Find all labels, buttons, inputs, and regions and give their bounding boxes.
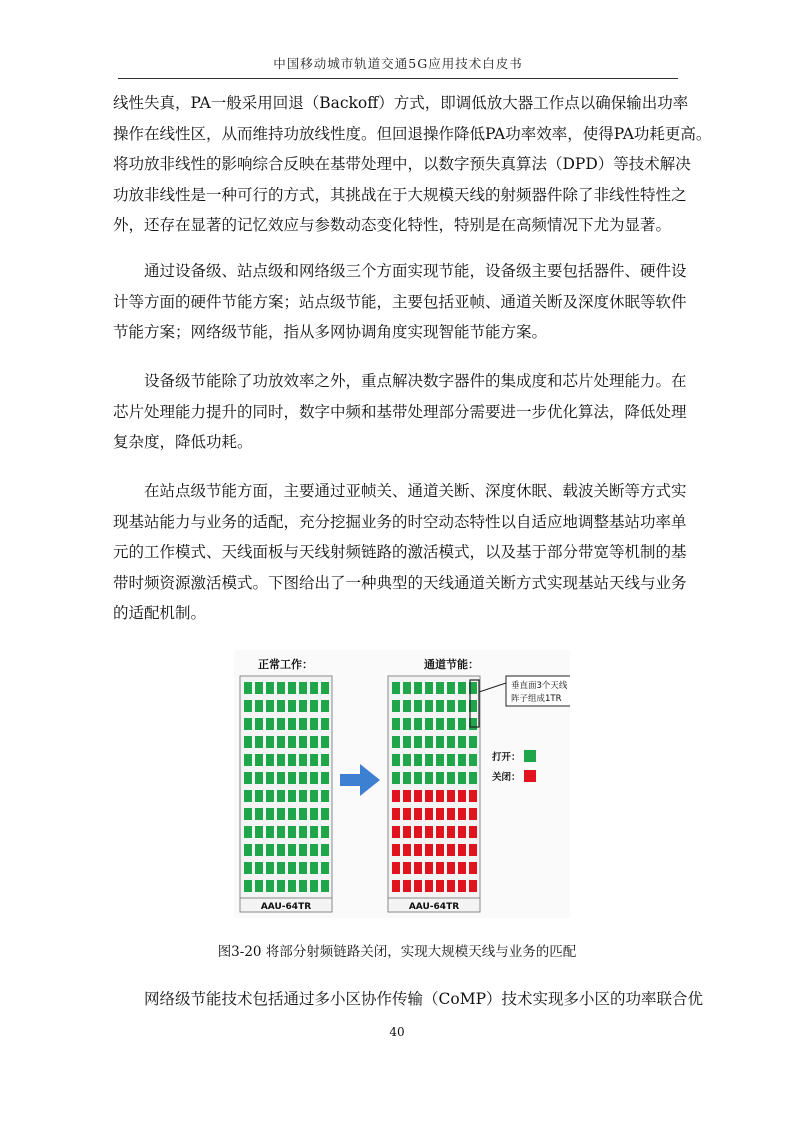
antenna-element-on <box>403 772 411 784</box>
paragraph-5 <box>113 984 713 1015</box>
antenna-element-on <box>321 700 329 712</box>
antenna-element-on <box>244 790 252 802</box>
antenna-element-off <box>403 808 411 820</box>
antenna-element-off <box>447 808 455 820</box>
antenna-element-on <box>392 754 400 766</box>
antenna-element-off <box>425 790 433 802</box>
antenna-element-on <box>255 826 263 838</box>
antenna-element-off <box>403 862 411 874</box>
antenna-element-on <box>425 772 433 784</box>
antenna-element-on <box>469 736 477 748</box>
antenna-element-on <box>436 718 444 730</box>
antenna-element-on <box>469 772 477 784</box>
antenna-element-on <box>266 790 274 802</box>
antenna-element-on <box>414 700 422 712</box>
text-line: 节能方案；网络级节能，指从多网协调角度实现智能节能方案。 <box>113 323 548 341</box>
antenna-element-on <box>255 718 263 730</box>
antenna-element-on <box>266 736 274 748</box>
antenna-element-off <box>425 880 433 892</box>
antenna-element-on <box>288 844 296 856</box>
antenna-element-on <box>458 718 466 730</box>
paragraph-2 <box>113 256 713 348</box>
antenna-element-on <box>255 772 263 784</box>
antenna-element-on <box>244 808 252 820</box>
antenna-element-on <box>244 772 252 784</box>
antenna-element-on <box>288 700 296 712</box>
antenna-element-off <box>436 808 444 820</box>
antenna-element-on <box>288 808 296 820</box>
antenna-element-on <box>310 808 318 820</box>
antenna-element-on <box>310 682 318 694</box>
paragraph-1 <box>113 88 713 241</box>
right-panel-label: AAU-64TR <box>408 902 460 912</box>
antenna-element-on <box>255 790 263 802</box>
antenna-element-on <box>321 808 329 820</box>
antenna-element-on <box>425 682 433 694</box>
antenna-element-on <box>321 790 329 802</box>
antenna-element-off <box>392 808 400 820</box>
antenna-element-off <box>436 880 444 892</box>
antenna-element-on <box>244 844 252 856</box>
antenna-element-on <box>414 682 422 694</box>
antenna-element-on <box>244 880 252 892</box>
antenna-element-on <box>266 700 274 712</box>
antenna-element-on <box>255 736 263 748</box>
antenna-element-off <box>458 844 466 856</box>
text-line: 设备级节能除了功放效率之外，重点解决数字器件的集成度和芯片处理能力。在 <box>113 372 687 390</box>
antenna-element-off <box>425 808 433 820</box>
antenna-element-on <box>392 718 400 730</box>
antenna-element-on <box>244 700 252 712</box>
antenna-element-on <box>277 790 285 802</box>
legend-on-label: 打开： <box>492 752 521 763</box>
antenna-element-on <box>277 736 285 748</box>
antenna-element-off <box>403 880 411 892</box>
antenna-element-on <box>244 862 252 874</box>
antenna-element-on <box>244 718 252 730</box>
text-line: 线性失真，PA一般采用回退（Backoff）方式，即调低放大器工作点以确保输出功率 <box>113 94 689 112</box>
antenna-element-on <box>266 862 274 874</box>
page-number: 40 <box>389 1025 405 1039</box>
callout-text-line1: 垂直面3个天线 <box>511 681 568 691</box>
antenna-element-off <box>414 826 422 838</box>
antenna-element-on <box>458 772 466 784</box>
antenna-element-on <box>277 880 285 892</box>
antenna-element-on <box>310 772 318 784</box>
text-line: 的适配机制。 <box>113 604 207 622</box>
antenna-element-on <box>436 682 444 694</box>
text-line: 芯片处理能力提升的同时，数字中频和基带处理部分需要进一步优化算法，降低处理 <box>113 402 687 421</box>
antenna-element-off <box>414 790 422 802</box>
antenna-element-off <box>458 880 466 892</box>
antenna-element-on <box>403 736 411 748</box>
antenna-element-off <box>469 862 477 874</box>
antenna-element-on <box>447 754 455 766</box>
antenna-element-off <box>425 826 433 838</box>
antenna-element-off <box>392 844 400 856</box>
antenna-element-off <box>392 880 400 892</box>
antenna-element-on <box>425 718 433 730</box>
antenna-element-on <box>310 700 318 712</box>
antenna-element-off <box>469 790 477 802</box>
antenna-element-on <box>299 808 307 820</box>
antenna-element-off <box>414 862 422 874</box>
antenna-element-on <box>288 880 296 892</box>
antenna-element-on <box>458 754 466 766</box>
antenna-element-on <box>321 754 329 766</box>
antenna-element-off <box>447 826 455 838</box>
antenna-element-on <box>299 826 307 838</box>
antenna-element-off <box>414 880 422 892</box>
antenna-element-on <box>255 844 263 856</box>
antenna-element-on <box>447 718 455 730</box>
antenna-element-off <box>425 862 433 874</box>
antenna-element-off <box>458 826 466 838</box>
antenna-element-on <box>277 826 285 838</box>
antenna-element-on <box>277 862 285 874</box>
antenna-element-off <box>458 808 466 820</box>
text-line: 功放非线性是一种可行的方式，其挑战在于大规模天线的射频器件除了非线性特性之 <box>113 185 687 204</box>
antenna-element-on <box>277 718 285 730</box>
antenna-element-on <box>414 754 422 766</box>
antenna-element-on <box>403 682 411 694</box>
header-divider <box>118 78 678 79</box>
text-line: 带时频资源激活模式。下图给出了一种典型的天线通道关断方式实现基站天线与业务 <box>113 573 687 592</box>
antenna-element-off <box>436 826 444 838</box>
antenna-element-on <box>299 790 307 802</box>
antenna-element-on <box>321 682 329 694</box>
antenna-element-on <box>321 826 329 838</box>
antenna-element-on <box>244 682 252 694</box>
antenna-element-on <box>288 826 296 838</box>
antenna-element-off <box>403 844 411 856</box>
antenna-element-on <box>321 736 329 748</box>
text-line: 通过设备级、站点级和网络级三个方面实现节能，设备级主要包括器件、硬件设 <box>113 262 687 280</box>
antenna-element-on <box>321 880 329 892</box>
antenna-element-on <box>277 772 285 784</box>
antenna-element-on <box>244 826 252 838</box>
right-panel-title: 通道节能： <box>424 658 479 671</box>
text-line: 元的工作模式、天线面板与天线射频链路的激活模式，以及基于部分带宽等机制的基 <box>113 543 687 561</box>
antenna-element-off <box>392 862 400 874</box>
callout-text-line2: 阵子组成1TR <box>511 694 562 704</box>
antenna-element-on <box>255 700 263 712</box>
figure-caption: 图3-20 将部分射频链路关闭，实现大规模天线与业务的匹配 <box>217 944 577 960</box>
antenna-element-on <box>321 862 329 874</box>
antenna-element-on <box>310 844 318 856</box>
antenna-element-off <box>436 844 444 856</box>
antenna-element-off <box>458 790 466 802</box>
antenna-element-on <box>458 700 466 712</box>
text-line: 计等方面的硬件节能方案；站点级节能，主要包括亚帧、通道关断及深度休眠等软件 <box>113 292 687 311</box>
antenna-element-off <box>414 808 422 820</box>
right-arrow-icon <box>340 764 380 796</box>
antenna-element-off <box>403 826 411 838</box>
antenna-element-on <box>447 682 455 694</box>
antenna-element-on <box>436 700 444 712</box>
antenna-element-on <box>288 790 296 802</box>
antenna-element-off <box>436 790 444 802</box>
antenna-element-off <box>447 880 455 892</box>
antenna-element-on <box>299 754 307 766</box>
antenna-element-off <box>447 862 455 874</box>
antenna-element-on <box>299 880 307 892</box>
antenna-element-on <box>310 862 318 874</box>
antenna-element-on <box>436 736 444 748</box>
antenna-element-off <box>392 790 400 802</box>
antenna-diagram <box>234 650 570 918</box>
text-line: 将功放非线性的影响综合反映在基带处理中，以数字预失真算法（DPD）等技术解决 <box>113 155 691 173</box>
antenna-element-on <box>469 754 477 766</box>
antenna-element-off <box>469 880 477 892</box>
antenna-element-on <box>266 826 274 838</box>
antenna-element-on <box>425 736 433 748</box>
antenna-element-on <box>244 736 252 748</box>
antenna-element-on <box>436 772 444 784</box>
antenna-element-off <box>414 844 422 856</box>
antenna-figure <box>234 650 570 918</box>
antenna-element-on <box>447 772 455 784</box>
antenna-element-on <box>392 736 400 748</box>
antenna-element-on <box>414 772 422 784</box>
text-line: 现基站能力与业务的适配，充分挖掘业务的时空动态特性以自适应地调整基站功率单 <box>113 512 687 531</box>
antenna-element-on <box>403 754 411 766</box>
antenna-element-off <box>403 790 411 802</box>
antenna-element-on <box>299 772 307 784</box>
antenna-element-on <box>299 718 307 730</box>
text-line: 在站点级节能方面，主要通过亚帧关、通道关断、深度休眠、载波关断等方式实 <box>113 482 687 500</box>
antenna-element-on <box>425 700 433 712</box>
antenna-element-on <box>277 808 285 820</box>
antenna-element-on <box>277 700 285 712</box>
legend-on-swatch <box>524 750 536 762</box>
antenna-element-on <box>288 754 296 766</box>
antenna-element-on <box>255 754 263 766</box>
text-line: 外，还存在显著的记忆效应与参数动态变化特性，特别是在高频情况下尤为显著。 <box>113 216 672 234</box>
antenna-element-on <box>266 682 274 694</box>
antenna-element-on <box>288 718 296 730</box>
antenna-element-on <box>403 700 411 712</box>
antenna-element-on <box>277 844 285 856</box>
antenna-element-on <box>255 880 263 892</box>
antenna-element-on <box>436 754 444 766</box>
antenna-element-on <box>310 790 318 802</box>
callout-leader-line <box>479 683 506 692</box>
antenna-element-on <box>392 772 400 784</box>
antenna-element-on <box>255 682 263 694</box>
antenna-element-off <box>469 808 477 820</box>
antenna-element-on <box>288 682 296 694</box>
antenna-element-on <box>414 736 422 748</box>
antenna-element-on <box>299 862 307 874</box>
antenna-element-on <box>458 682 466 694</box>
antenna-element-off <box>458 862 466 874</box>
antenna-element-off <box>469 844 477 856</box>
paragraph-3 <box>113 366 713 458</box>
left-panel-label: AAU-64TR <box>260 902 312 912</box>
antenna-element-off <box>392 826 400 838</box>
antenna-element-off <box>447 790 455 802</box>
antenna-element-off <box>425 844 433 856</box>
left-aau-panel <box>240 676 332 912</box>
antenna-element-on <box>299 682 307 694</box>
antenna-element-on <box>392 700 400 712</box>
text-line: 复杂度，降低功耗。 <box>113 433 253 451</box>
antenna-element-on <box>310 736 318 748</box>
antenna-element-on <box>277 754 285 766</box>
antenna-element-on <box>266 880 274 892</box>
right-aau-panel <box>388 676 480 912</box>
antenna-element-on <box>288 862 296 874</box>
antenna-element-on <box>310 826 318 838</box>
antenna-element-on <box>447 700 455 712</box>
antenna-element-on <box>255 862 263 874</box>
antenna-element-on <box>321 844 329 856</box>
antenna-element-on <box>310 880 318 892</box>
antenna-element-on <box>403 718 411 730</box>
running-header: 中国移动城市轨道交通5G应用技术白皮书 <box>273 56 523 71</box>
antenna-element-off <box>447 844 455 856</box>
antenna-element-on <box>299 700 307 712</box>
antenna-element-on <box>266 754 274 766</box>
antenna-element-on <box>310 754 318 766</box>
antenna-element-off <box>436 862 444 874</box>
antenna-element-on <box>288 772 296 784</box>
antenna-element-on <box>288 736 296 748</box>
left-panel-title: 正常工作： <box>258 658 313 671</box>
antenna-element-on <box>266 718 274 730</box>
antenna-element-on <box>310 718 318 730</box>
antenna-element-on <box>266 844 274 856</box>
antenna-element-on <box>425 754 433 766</box>
paragraph-4 <box>113 476 713 629</box>
legend-off-label: 关闭： <box>492 772 521 783</box>
antenna-element-on <box>392 682 400 694</box>
antenna-element-on <box>266 772 274 784</box>
legend-off-swatch <box>524 770 536 782</box>
antenna-element-on <box>244 754 252 766</box>
antenna-element-on <box>321 772 329 784</box>
antenna-element-on <box>277 682 285 694</box>
antenna-element-on <box>299 844 307 856</box>
antenna-element-on <box>414 718 422 730</box>
antenna-element-on <box>255 808 263 820</box>
text-line: 网络级节能技术包括通过多小区协作传输（CoMP）技术实现多小区的功率联合优 <box>113 990 703 1008</box>
antenna-element-on <box>266 808 274 820</box>
antenna-element-on <box>299 736 307 748</box>
antenna-element-on <box>458 736 466 748</box>
antenna-element-on <box>447 736 455 748</box>
text-line: 操作在线性区，从而维持功放线性度。但回退操作降低PA功率效率，使得PA功耗更高。 <box>113 124 712 143</box>
antenna-element-off <box>469 826 477 838</box>
antenna-element-on <box>321 718 329 730</box>
